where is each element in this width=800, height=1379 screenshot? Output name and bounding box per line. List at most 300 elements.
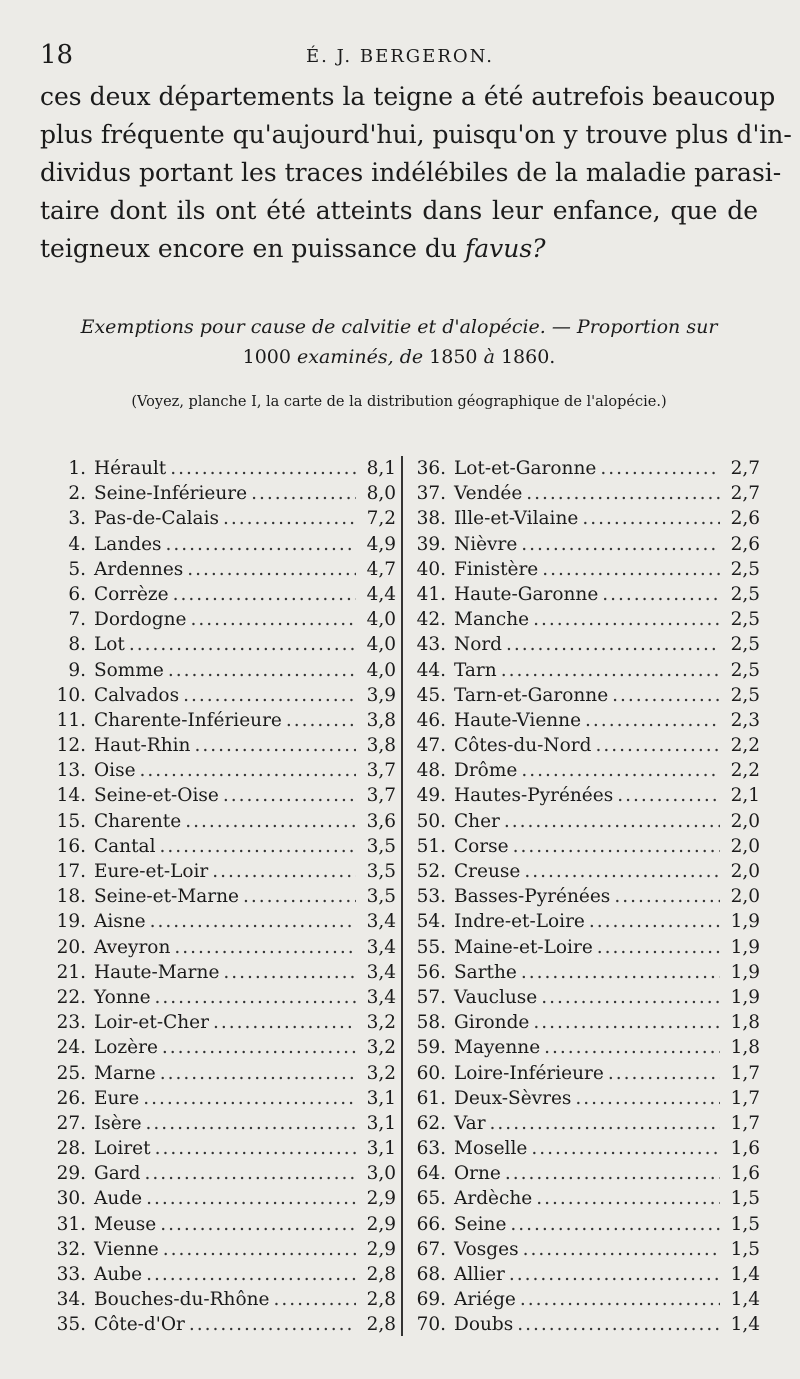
rank-number: 9. <box>68 659 86 681</box>
department-name: Haute-Garonne <box>454 583 599 605</box>
rank-number: 66. <box>416 1213 446 1235</box>
leader-dots <box>146 1262 356 1287</box>
rank-number: 8. <box>68 634 86 656</box>
caption-text: examinés, de <box>290 346 430 368</box>
leader-dots <box>506 632 720 657</box>
leader-dots <box>129 632 356 657</box>
table-row <box>410 481 760 506</box>
rank-number: 60. <box>416 1062 446 1084</box>
table-row <box>40 658 396 683</box>
proportion-value: 2,5 <box>730 583 760 605</box>
table-row <box>410 783 760 808</box>
proportion-value: 2,5 <box>730 634 760 656</box>
table-row <box>410 658 760 683</box>
department-name: Cantal <box>94 835 156 857</box>
table-row <box>40 708 396 733</box>
rank-number: 36. <box>416 458 446 479</box>
proportion-value: 3,5 <box>366 886 396 908</box>
proportion-value: 1,7 <box>730 1062 760 1084</box>
rank-number: 31. <box>56 1213 86 1235</box>
rank-number: 50. <box>416 810 446 832</box>
department-name: Pas-de-Calais <box>94 508 219 530</box>
rank-number: 70. <box>416 1314 446 1336</box>
rank-number: 3. <box>68 508 86 530</box>
proportion-value: 8,1 <box>366 458 396 479</box>
paragraph-line-text: teigneux encore en puissance du <box>40 234 465 263</box>
leader-dots <box>194 733 356 758</box>
rank-number: 17. <box>56 861 86 882</box>
table-row <box>410 1136 760 1161</box>
leader-dots <box>521 960 720 985</box>
table-row <box>410 607 760 632</box>
proportion-value: 1,4 <box>730 1289 760 1311</box>
leader-dots <box>541 985 720 1010</box>
proportion-value: 2,0 <box>730 810 760 832</box>
proportion-value: 3,6 <box>366 810 396 832</box>
table-row <box>410 683 760 708</box>
department-name: Oise <box>94 760 136 782</box>
table-row <box>40 632 396 657</box>
table-row <box>40 1010 396 1035</box>
leader-dots <box>189 1312 356 1337</box>
leader-dots <box>168 658 356 683</box>
department-name: Haute-Marne <box>94 961 220 983</box>
rank-number: 6. <box>68 583 86 605</box>
proportion-value: 1,9 <box>730 936 760 958</box>
leader-dots <box>544 1035 720 1060</box>
proportion-value: 3,8 <box>366 735 396 757</box>
proportion-value: 3,9 <box>366 684 396 706</box>
table-row <box>410 1312 760 1337</box>
table-row <box>410 557 760 582</box>
table-row <box>40 1186 396 1211</box>
paragraph-line: dividus portant les traces indélébiles de la maladie parasi- <box>40 158 782 187</box>
paragraph-line: ces deux départements la teigne a été autrefois beaucoup <box>40 82 776 111</box>
rank-number: 13. <box>56 760 86 782</box>
proportion-value: 3,4 <box>366 986 396 1008</box>
proportion-value: 2,9 <box>366 1213 396 1235</box>
leader-dots <box>159 834 356 859</box>
department-name: Basses-Pyrénées <box>454 886 611 908</box>
rank-number: 26. <box>56 1087 86 1109</box>
rank-number: 15. <box>56 810 86 832</box>
table-row <box>40 985 396 1010</box>
proportion-value: 4,0 <box>366 609 396 631</box>
leader-dots <box>608 1061 720 1086</box>
department-name: Vendée <box>454 483 523 505</box>
rank-number: 33. <box>56 1264 86 1285</box>
table-row <box>410 758 760 783</box>
proportion-value: 3,4 <box>366 911 396 933</box>
leader-dots <box>212 859 356 884</box>
caption-text: à <box>477 346 501 368</box>
table-row <box>410 834 760 859</box>
leader-dots <box>213 1010 356 1035</box>
leader-dots <box>531 1136 720 1161</box>
proportion-value: 2,6 <box>730 508 760 530</box>
department-name: Seine-et-Marne <box>94 886 239 908</box>
department-name: Creuse <box>454 861 521 882</box>
table-row <box>410 1161 760 1186</box>
paragraph-line: plus fréquente qu'aujourd'hui, puisqu'on y trouve plus d'in- <box>40 120 792 149</box>
proportion-value: 1,4 <box>730 1264 760 1285</box>
department-name: Lozère <box>94 1037 158 1059</box>
table-row <box>40 809 396 834</box>
leader-dots <box>223 960 356 985</box>
table-row <box>40 1237 396 1262</box>
table-row <box>40 884 396 909</box>
proportion-value: 4,7 <box>366 558 396 580</box>
department-name: Cher <box>454 810 500 832</box>
proportion-value: 1,5 <box>730 1188 760 1210</box>
page-number: 18 <box>40 40 74 70</box>
proportion-value: 1,8 <box>730 1037 760 1059</box>
proportion-value: 2,5 <box>730 609 760 631</box>
proportion-value: 3,2 <box>366 1012 396 1034</box>
leader-dots <box>223 783 356 808</box>
caption-year-start: 1850 <box>429 346 478 368</box>
leader-dots <box>589 909 720 934</box>
rank-number: 62. <box>416 1112 446 1134</box>
proportion-value: 3,1 <box>366 1087 396 1109</box>
department-name: Hérault <box>94 458 167 479</box>
department-name: Seine <box>454 1213 507 1235</box>
department-name: Orne <box>454 1163 501 1185</box>
caption-line-1: Exemptions pour cause de calvitie et d'alopécie. — Proportion sur <box>80 316 718 338</box>
proportion-value: 2,9 <box>366 1238 396 1260</box>
rank-number: 19. <box>56 911 86 933</box>
column-divider <box>401 456 403 1336</box>
department-name: Lot-et-Garonne <box>454 458 597 479</box>
department-name: Gard <box>94 1163 141 1185</box>
table-row <box>410 884 760 909</box>
leader-dots <box>523 1237 720 1262</box>
table-row <box>40 1061 396 1086</box>
department-name: Ardèche <box>454 1188 533 1210</box>
department-name: Corrèze <box>94 583 169 605</box>
department-name: Lot <box>94 634 125 656</box>
proportion-value: 2,8 <box>366 1314 396 1336</box>
leader-dots <box>597 935 720 960</box>
leader-dots <box>273 1287 356 1312</box>
table-row <box>40 506 396 531</box>
rank-number: 54. <box>416 911 446 933</box>
table-row <box>410 960 760 985</box>
leader-dots <box>185 809 356 834</box>
proportion-value: 3,2 <box>366 1062 396 1084</box>
leader-dots <box>183 683 356 708</box>
rank-number: 56. <box>416 961 446 983</box>
rank-number: 29. <box>56 1163 86 1185</box>
department-name: Nièvre <box>454 533 518 555</box>
department-name: Côtes-du-Nord <box>454 735 592 757</box>
proportion-value: 1,9 <box>730 986 760 1008</box>
leader-dots <box>520 1287 720 1312</box>
rank-number: 42. <box>416 609 446 631</box>
table-row <box>410 1237 760 1262</box>
rank-number: 49. <box>416 785 446 807</box>
rank-number: 44. <box>416 659 446 681</box>
rank-number: 55. <box>416 936 446 958</box>
rank-number: 4. <box>68 533 86 555</box>
table-column-left <box>40 456 396 1346</box>
rank-number: 27. <box>56 1112 86 1134</box>
department-name: Hautes-Pyrénées <box>454 785 614 807</box>
department-name: Isère <box>94 1112 142 1134</box>
leader-dots <box>542 557 720 582</box>
department-name: Côte-d'Or <box>94 1314 185 1336</box>
paragraph-line: taire dont ils ont été atteints dans leur enfance, que de <box>40 196 758 225</box>
proportion-value: 2,8 <box>366 1264 396 1285</box>
table-row <box>40 683 396 708</box>
table-row <box>410 506 760 531</box>
department-name: Loir-et-Cher <box>94 1012 209 1034</box>
leader-dots <box>504 809 720 834</box>
table-row <box>40 733 396 758</box>
department-name: Vosges <box>454 1238 519 1260</box>
leader-dots <box>501 658 720 683</box>
table-row <box>40 935 396 960</box>
proportion-value: 1,6 <box>730 1138 760 1160</box>
department-name: Var <box>454 1112 486 1134</box>
table-row <box>40 960 396 985</box>
rank-number: 69. <box>416 1289 446 1311</box>
table-row <box>410 809 760 834</box>
table-row <box>40 481 396 506</box>
table-row <box>40 1111 396 1136</box>
leader-dots <box>510 1212 720 1237</box>
table-row <box>410 632 760 657</box>
rank-number: 59. <box>416 1037 446 1059</box>
leader-dots <box>526 481 720 506</box>
rank-number: 39. <box>416 533 446 555</box>
rank-number: 38. <box>416 508 446 530</box>
proportion-value: 4,0 <box>366 634 396 656</box>
rank-number: 45. <box>416 684 446 706</box>
leader-dots <box>521 758 720 783</box>
table-row <box>40 1312 396 1337</box>
table-row <box>40 1136 396 1161</box>
leader-dots <box>617 783 720 808</box>
proportion-value: 7,2 <box>366 508 396 530</box>
leader-dots <box>513 834 720 859</box>
paragraph-emphasis: favus? <box>464 234 546 263</box>
proportion-value: 3,7 <box>366 785 396 807</box>
proportion-value: 3,0 <box>366 1163 396 1185</box>
rank-number: 63. <box>416 1138 446 1160</box>
rank-number: 65. <box>416 1188 446 1210</box>
page-header <box>40 40 760 76</box>
department-name: Aude <box>94 1188 143 1210</box>
department-name: Tarn <box>454 659 497 681</box>
department-name: Gironde <box>454 1012 530 1034</box>
leader-dots <box>521 532 720 557</box>
table-row <box>40 1287 396 1312</box>
leader-dots <box>612 683 720 708</box>
leader-dots <box>585 708 720 733</box>
leader-dots <box>595 733 720 758</box>
department-name: Haut-Rhin <box>94 735 191 757</box>
rank-number: 67. <box>416 1238 446 1260</box>
leader-dots <box>490 1111 720 1136</box>
department-name: Tarn-et-Garonne <box>454 684 609 706</box>
department-name: Drôme <box>454 760 518 782</box>
leader-dots <box>582 506 720 531</box>
table-row <box>410 1061 760 1086</box>
proportion-value: 1,7 <box>730 1112 760 1134</box>
leader-dots <box>614 884 720 909</box>
proportion-value: 1,8 <box>730 1012 760 1034</box>
proportion-value: 1,4 <box>730 1314 760 1336</box>
table-row <box>410 859 760 884</box>
proportion-value: 3,7 <box>366 760 396 782</box>
rank-number: 18. <box>56 886 86 908</box>
table-row <box>40 532 396 557</box>
department-name: Mayenne <box>454 1037 541 1059</box>
proportion-value: 3,8 <box>366 709 396 731</box>
department-name: Seine-et-Oise <box>94 785 219 807</box>
caption-line-2 <box>40 342 758 372</box>
running-head: É. J. BERGERON. <box>306 46 494 67</box>
proportion-value: 1,6 <box>730 1163 760 1185</box>
rank-number: 10. <box>56 684 86 706</box>
table-row <box>410 1111 760 1136</box>
rank-number: 20. <box>56 936 86 958</box>
rank-number: 2. <box>68 483 86 505</box>
leader-dots <box>602 582 720 607</box>
proportion-value: 2,2 <box>730 735 760 757</box>
table-row <box>40 758 396 783</box>
department-name: Finistère <box>454 558 539 580</box>
table-row <box>410 1086 760 1111</box>
department-name: Indre-et-Loire <box>454 911 585 933</box>
rank-number: 32. <box>56 1238 86 1260</box>
proportion-value: 3,5 <box>366 835 396 857</box>
proportion-value: 1,5 <box>730 1238 760 1260</box>
department-name: Aube <box>94 1264 143 1285</box>
department-name: Marne <box>94 1062 156 1084</box>
leader-dots <box>150 909 356 934</box>
rank-number: 57. <box>416 986 446 1008</box>
leader-dots <box>251 481 356 506</box>
proportion-value: 1,5 <box>730 1213 760 1235</box>
rank-number: 48. <box>416 760 446 782</box>
table-row <box>40 1161 396 1186</box>
leader-dots <box>173 582 356 607</box>
paragraph-line <box>40 230 758 268</box>
table-row <box>40 1262 396 1287</box>
table-row <box>410 935 760 960</box>
rank-number: 5. <box>68 558 86 580</box>
table-row <box>410 1212 760 1237</box>
leader-dots <box>286 708 356 733</box>
proportion-value: 4,9 <box>366 533 396 555</box>
proportion-value: 4,0 <box>366 659 396 681</box>
rank-number: 46. <box>416 709 446 731</box>
leader-dots <box>146 1111 356 1136</box>
table-row <box>40 834 396 859</box>
rank-number: 51. <box>416 835 446 857</box>
body-paragraph <box>40 78 792 268</box>
department-name: Yonne <box>94 986 151 1008</box>
proportion-value: 2,1 <box>730 785 760 807</box>
leader-dots <box>191 607 357 632</box>
rank-number: 1. <box>68 458 86 479</box>
leader-dots <box>143 1086 356 1111</box>
leader-dots <box>533 607 720 632</box>
table-row <box>40 607 396 632</box>
department-name: Somme <box>94 659 164 681</box>
table-row <box>410 733 760 758</box>
department-name: Corse <box>454 835 509 857</box>
table-row <box>410 909 760 934</box>
table-row <box>410 985 760 1010</box>
table-row <box>40 859 396 884</box>
proportion-value: 3,2 <box>366 1037 396 1059</box>
department-name: Calvados <box>94 684 180 706</box>
department-name: Ille-et-Vilaine <box>454 508 579 530</box>
department-name: Aveyron <box>94 936 171 958</box>
leader-dots <box>145 1161 357 1186</box>
table-row <box>40 1086 396 1111</box>
proportion-value: 2,3 <box>730 709 760 731</box>
proportion-value: 2,6 <box>730 533 760 555</box>
rank-number: 34. <box>56 1289 86 1311</box>
table-row <box>40 582 396 607</box>
leader-dots <box>524 859 720 884</box>
leader-dots <box>575 1086 720 1111</box>
table-row <box>40 456 396 481</box>
rank-number: 41. <box>416 583 446 605</box>
department-name: Loire-Inférieure <box>454 1062 604 1084</box>
leader-dots <box>155 1136 356 1161</box>
table-row <box>410 1262 760 1287</box>
caption-year-end: 1860. <box>500 346 556 368</box>
proportion-value: 2,0 <box>730 835 760 857</box>
department-name: Eure-et-Loir <box>94 861 209 882</box>
table-row <box>410 582 760 607</box>
table-row <box>410 708 760 733</box>
rank-number: 12. <box>56 735 86 757</box>
department-name: Landes <box>94 533 162 555</box>
proportion-value: 2,5 <box>730 684 760 706</box>
rank-number: 53. <box>416 886 446 908</box>
rank-number: 37. <box>416 483 446 505</box>
rank-number: 40. <box>416 558 446 580</box>
proportion-value: 1,9 <box>730 911 760 933</box>
leader-dots <box>160 1061 356 1086</box>
table-row <box>40 1035 396 1060</box>
proportion-value: 3,4 <box>366 936 396 958</box>
table-row <box>410 1010 760 1035</box>
proportion-value: 4,4 <box>366 583 396 605</box>
rank-number: 68. <box>416 1264 446 1285</box>
department-name: Nord <box>454 634 503 656</box>
table-column-right <box>410 456 760 1346</box>
proportion-value: 1,7 <box>730 1087 760 1109</box>
departments-table <box>40 456 760 1346</box>
rank-number: 52. <box>416 861 446 882</box>
table-row <box>40 783 396 808</box>
department-name: Eure <box>94 1087 140 1109</box>
rank-number: 7. <box>68 609 86 631</box>
department-name: Allier <box>454 1264 505 1285</box>
rank-number: 16. <box>56 835 86 857</box>
department-name: Aisne <box>94 911 146 933</box>
department-name: Doubs <box>454 1314 514 1336</box>
department-name: Maine-et-Loire <box>454 936 593 958</box>
proportion-value: 3,1 <box>366 1138 396 1160</box>
